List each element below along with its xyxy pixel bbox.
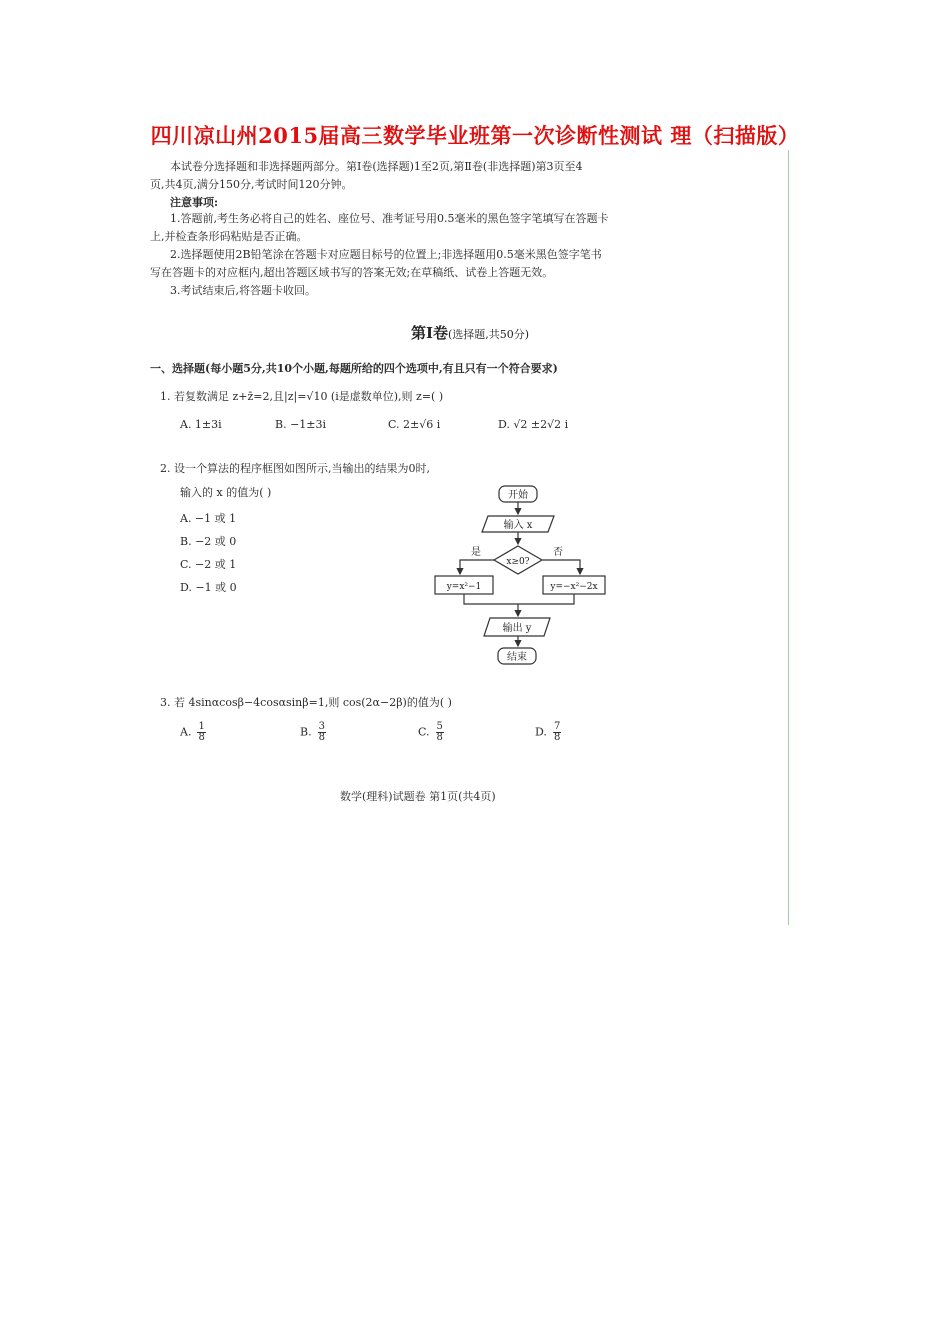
q3-option-a-den: 8 [198, 732, 205, 743]
flow-right-text: y=−x²−2x [550, 582, 598, 592]
q2-option-b: B. −2 或 0 [180, 535, 237, 548]
q2-option-a: A. −1 或 1 [180, 512, 237, 525]
flow-no-label: 否 [553, 547, 563, 558]
q3-option-d-label: D. [535, 725, 547, 739]
section-subtitle: (选择题,共50分) [447, 328, 530, 341]
q1-stem: 1. 若复数满足 z+z̄=2,且|z|=√10 (i是虚数单位),则 z=( ) [160, 390, 444, 403]
intro-line-1: 本试卷分选择题和非选择题两部分。第Ⅰ卷(选择题)1至2页,第Ⅱ卷(非选择题)第3页至4 [170, 160, 583, 173]
q3-option-c [418, 722, 444, 743]
q3-option-b [300, 722, 326, 743]
q3-option-c-label: C. [418, 725, 430, 739]
q1-option-c: C. 2±√6 i [388, 418, 441, 431]
notice-heading: 注意事项: [170, 196, 219, 209]
notice-line-1: 1.答题前,考生务必将自己的姓名、座位号、准考证号用0.5毫米的黑色签字笔填写在答题卡 [170, 212, 609, 225]
document-title: 四川凉山州2015届高三数学毕业班第一次诊断性测试 理（扫描版） [150, 123, 800, 148]
q3-option-d-fraction [553, 722, 561, 743]
flow-condition-text: x≥0? [506, 557, 530, 567]
q3-option-a-num: 1 [198, 721, 205, 732]
q3-option-a [180, 722, 206, 743]
intro-line-2: 页,共4页,满分150分,考试时间120分钟。 [150, 178, 353, 191]
flow-left-text: y=x²−1 [446, 582, 482, 592]
q3-option-b-den: 8 [318, 732, 325, 743]
part-heading-line [150, 362, 558, 376]
q2-option-d: D. −1 或 0 [180, 581, 237, 594]
flowchart [430, 480, 610, 670]
q3-option-c-fraction [436, 722, 444, 743]
q3-option-c-den: 8 [436, 732, 443, 743]
flow-start-text: 开始 [508, 490, 528, 501]
q3-option-b-fraction [318, 722, 326, 743]
q3-option-d-num: 7 [553, 721, 561, 732]
q1-option-d: D. √2 ±2√2 i [498, 418, 569, 431]
part-description: (每小题5分,共10个小题,每题所给的四个选项中,有且只有一个符合要求) [205, 362, 558, 375]
q3-option-a-label: A. [180, 725, 192, 739]
notice-line-2: 上,并检查条形码粘贴是否正确。 [150, 230, 308, 243]
q3-option-a-fraction [197, 722, 205, 743]
q1-option-b: B. −1±3i [275, 418, 327, 431]
q3-option-d-den: 8 [553, 732, 561, 743]
q3-option-d [535, 722, 561, 743]
q2-stem-2: 输入的 x 的值为( ) [180, 486, 272, 499]
flow-input-text: 输入 x [503, 520, 533, 531]
q3-option-b-num: 3 [318, 721, 325, 732]
section-heading [150, 322, 790, 343]
page-footer: 数学(理科)试题卷 第1页(共4页) [340, 790, 496, 803]
q3-option-b-label: B. [300, 725, 312, 739]
q3-option-c-num: 5 [436, 721, 443, 732]
flow-output-text: 输出 y [502, 623, 532, 634]
flow-end-text: 结束 [507, 652, 527, 663]
q1-option-a: A. 1±3i [180, 418, 222, 431]
scanned-page [150, 150, 790, 925]
part-heading: 一、选择题 [150, 362, 205, 375]
notice-line-5: 3.考试结束后,将答题卡收回。 [170, 284, 316, 297]
notice-line-3: 2.选择题使用2B铅笔涂在答题卡对应题目标号的位置上;非选择题用0.5毫米黑色签字笔书 [170, 248, 602, 261]
q2-stem: 2. 设一个算法的程序框图如图所示,当输出的结果为0时, [160, 462, 430, 475]
notice-line-4: 写在答题卡的对应框内,超出答题区域书写的答案无效;在草稿纸、试卷上答题无效。 [150, 266, 554, 279]
section-title: 第Ⅰ卷 [410, 324, 448, 342]
q3-stem: 3. 若 4sinαcosβ−4cosαsinβ=1,则 cos(2α−2β)的值为( ) [160, 696, 452, 709]
q2-option-c: C. −2 或 1 [180, 558, 237, 571]
flow-yes-label: 是 [471, 547, 481, 558]
